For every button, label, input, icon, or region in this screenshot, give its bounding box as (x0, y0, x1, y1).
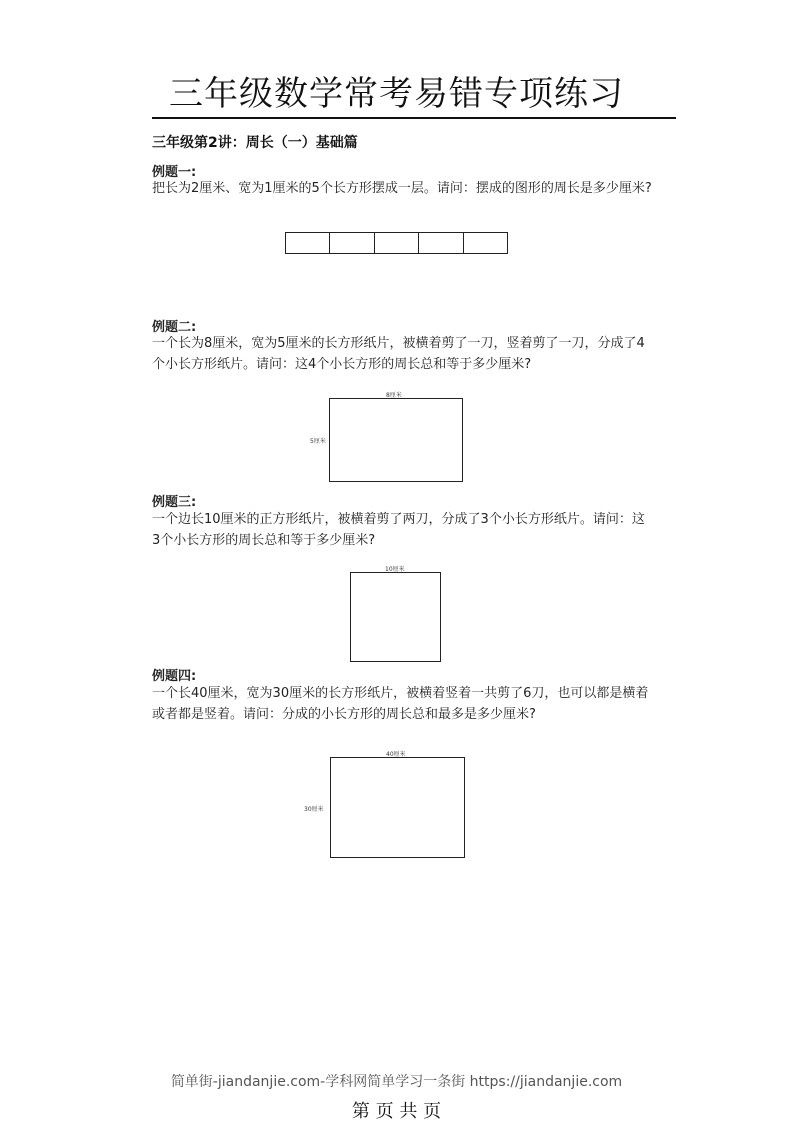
example-4-rectangle (330, 757, 465, 858)
lesson-heading: 三年级第2讲：周长（一）基础篇 (152, 135, 358, 151)
example-3-width-label: 10厘米 (385, 566, 405, 573)
example-1-figure (285, 232, 508, 254)
footer-source-link[interactable]: 简单街-jiandanjie.com-学科网简单学习一条街 https://jiandanjie.com (170, 1074, 623, 1090)
small-rectangle (419, 233, 463, 253)
example-2-height-label: 5厘米 (310, 438, 326, 445)
small-rectangle (330, 233, 374, 253)
small-rectangle (464, 233, 507, 253)
example-2-width-label: 8厘米 (386, 392, 402, 399)
small-rectangle (375, 233, 419, 253)
small-rectangle (286, 233, 330, 253)
example-2-rectangle (329, 398, 463, 482)
example-3-square (350, 572, 441, 662)
example-3-text: 一个边长10厘米的正方形纸片，被横着剪了两刀，分成了3个小长方形纸片。请问：这 3个小长方形的周长总和等于多少厘米? (152, 512, 645, 548)
example-3-label: 例题三: (152, 495, 197, 510)
example-4-label: 例题四: (152, 669, 197, 684)
document-title: 三年级数学常考易错专项练习 (169, 74, 624, 114)
example-4-width-label: 40厘米 (386, 751, 406, 758)
page-number: 第 页 共 页 (351, 1101, 442, 1122)
example-2-text: 一个长为8厘米，宽为5厘米的长方形纸片，被横着剪了一刀，竖着剪了一刀，分成了4 个小长方形纸片。请问：这4个小长方形的周长总和等于多少厘米? (152, 336, 645, 372)
example-1-label: 例题一: (152, 165, 197, 180)
example-2-label: 例题二: (152, 320, 197, 335)
example-4-height-label: 30厘米 (304, 806, 324, 813)
example-4-text: 一个长40厘米，宽为30厘米的长方形纸片，被横着竖着一共剪了6刀，也可以都是横着 或者都是竖着。请问：分成的小长方形的周长总和最多是多少厘米? (152, 686, 649, 722)
title-divider (152, 117, 676, 119)
example-1-text: 把长为2厘米、宽为1厘米的5个长方形摆成一层。请问：摆成的图形的周长是多少厘米? (152, 181, 652, 196)
